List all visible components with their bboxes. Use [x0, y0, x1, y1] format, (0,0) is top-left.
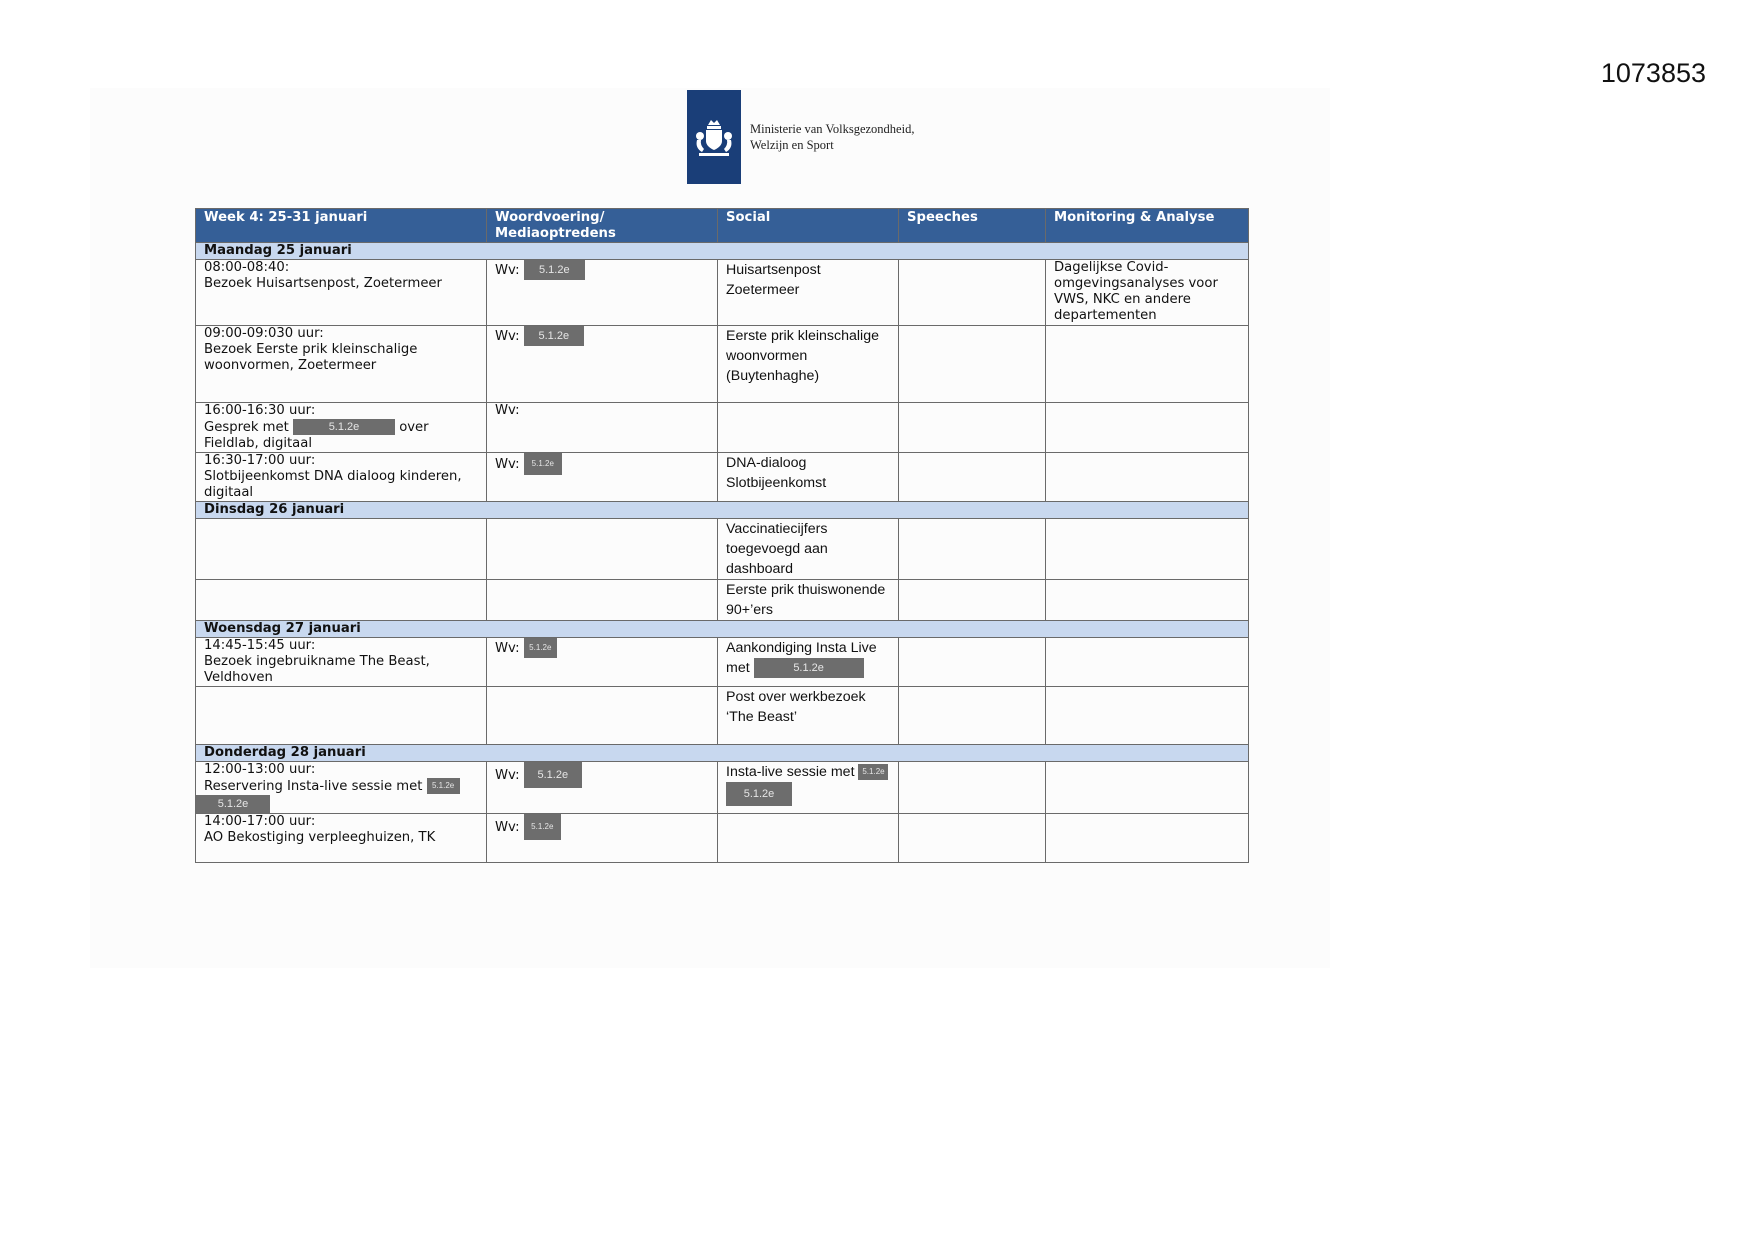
redaction-box: 5.1.2e [293, 419, 395, 435]
speeches-cell [899, 519, 1046, 580]
header-social: Social [718, 209, 899, 243]
social-text: Aankondiging Insta Live met [726, 640, 877, 676]
day-label: Dinsdag 26 januari [196, 502, 1249, 519]
table-row [196, 519, 1249, 580]
speeches-cell [899, 260, 1046, 326]
document-number: 1073853 [1600, 58, 1706, 88]
wv-label: Wv: [495, 457, 520, 472]
woordvoering-cell [487, 762, 718, 814]
description-middle: over [399, 420, 429, 435]
social-line [726, 762, 890, 782]
wv-label: Wv: [495, 768, 520, 783]
description-start: Gesprek met [204, 420, 289, 435]
social-cell: Eerste prik thuiswonende 90+’ers [718, 580, 899, 621]
wv-label: Wv: [495, 263, 520, 278]
redaction-box: 5.1.2e [196, 795, 270, 813]
speeches-cell [899, 762, 1046, 814]
redaction-box: 5.1.2e [427, 778, 460, 794]
table-header-row [196, 209, 1249, 243]
agenda-cell [196, 519, 487, 580]
description [204, 778, 478, 795]
speeches-cell [899, 814, 1046, 863]
wv-label: Wv: [495, 403, 520, 418]
wv-label: Wv: [495, 820, 520, 835]
agenda-cell [196, 580, 487, 621]
woordvoering-cell [487, 453, 718, 502]
description: Bezoek ingebruikname The Beast, Veldhoven [204, 654, 430, 685]
monitoring-cell [1046, 580, 1249, 621]
social-cell: Vaccinatiecijfers toegevoegd aan dashboard [718, 519, 899, 580]
time: 08:00-08:40: [204, 260, 290, 275]
agenda-cell [196, 687, 487, 745]
ministry-logo [687, 90, 914, 184]
table-row [196, 326, 1249, 403]
time: 12:00-13:00 uur: [204, 762, 316, 777]
speeches-cell [899, 687, 1046, 745]
coat-of-arms-icon [687, 90, 741, 184]
agenda-cell [196, 814, 487, 863]
redaction-box: 5.1.2e [726, 782, 792, 806]
monitoring-cell [1046, 638, 1249, 687]
ministry-name-line2: Welzijn en Sport [750, 138, 834, 152]
time: 16:00-16:30 uur: [204, 403, 316, 418]
wv-label: Wv: [495, 329, 520, 344]
monitoring-cell [1046, 687, 1249, 745]
woordvoering-cell [487, 580, 718, 621]
wv-label: Wv: [495, 641, 520, 656]
description-start: Reservering Insta-live sessie met [204, 779, 423, 794]
redaction-box: 5.1.2e [524, 814, 561, 840]
description: Bezoek Huisartsenpost, Zoetermeer [204, 276, 442, 291]
monitoring-cell [1046, 453, 1249, 502]
description: AO Bekostiging verpleeghuizen, TK [204, 830, 436, 845]
header-woordvoering: Woordvoering/ Mediaoptredens [487, 209, 718, 243]
table-row [196, 814, 1249, 863]
social-text: Insta-live sessie met [726, 764, 855, 780]
redaction-box: 5.1.2e [858, 764, 888, 780]
agenda-cell [196, 453, 487, 502]
description-end: Fieldlab, digitaal [204, 436, 313, 451]
social-cell [718, 762, 899, 814]
monitoring-cell [1046, 326, 1249, 403]
header-speeches: Speeches [899, 209, 1046, 243]
social-cell [718, 403, 899, 453]
description: Bezoek Eerste prik kleinschalige woonvormen, Zoetermeer [204, 342, 418, 373]
monitoring-cell: Dagelijkse Covid-omgevingsanalyses voor VWS, NKC en andere departementen [1046, 260, 1249, 326]
redaction-box: 5.1.2e [524, 260, 585, 280]
speeches-cell [899, 453, 1046, 502]
time: 16:30-17:00 uur: [204, 453, 316, 468]
woordvoering-cell [487, 519, 718, 580]
woordvoering-cell [487, 260, 718, 326]
speeches-cell [899, 403, 1046, 453]
agenda-cell [196, 638, 487, 687]
table-row [196, 260, 1249, 326]
woordvoering-cell [487, 326, 718, 403]
time: 09:00-09:030 uur: [204, 326, 324, 341]
day-row-thursday [196, 745, 1249, 762]
speeches-cell [899, 638, 1046, 687]
day-row-wednesday [196, 621, 1249, 638]
table-row [196, 453, 1249, 502]
day-label: Donderdag 28 januari [196, 745, 1249, 762]
agenda-cell [196, 403, 487, 453]
monitoring-cell [1046, 762, 1249, 814]
social-cell: DNA-dialoog Slotbijeenkomst [718, 453, 899, 502]
redaction-box: 5.1.2e [524, 762, 582, 788]
description [204, 419, 478, 436]
social-cell [718, 814, 899, 863]
day-label: Maandag 25 januari [196, 243, 1249, 260]
speeches-cell [899, 326, 1046, 403]
woordvoering-cell [487, 638, 718, 687]
social-cell: Post over werkbezoek ‘The Beast’ [718, 687, 899, 745]
day-row-tuesday [196, 502, 1249, 519]
time: 14:00-17:00 uur: [204, 814, 316, 829]
time: 14:45-15:45 uur: [204, 638, 316, 653]
weekly-schedule-table [195, 208, 1249, 863]
redaction-box: 5.1.2e [754, 658, 864, 678]
agenda-cell [196, 260, 487, 326]
woordvoering-cell [487, 687, 718, 745]
table-row [196, 762, 1249, 814]
agenda-cell [196, 762, 487, 814]
speeches-cell [899, 580, 1046, 621]
redaction-box: 5.1.2e [524, 638, 557, 658]
woordvoering-cell [487, 814, 718, 863]
description: Slotbijeenkomst DNA dialoog kinderen, digitaal [204, 469, 462, 500]
woordvoering-cell [487, 403, 718, 453]
social-cell: Huisartsenpost Zoetermeer [718, 260, 899, 326]
ministry-name [750, 121, 914, 153]
monitoring-cell [1046, 519, 1249, 580]
day-row-monday [196, 243, 1249, 260]
monitoring-cell [1046, 403, 1249, 453]
header-monitoring: Monitoring & Analyse [1046, 209, 1249, 243]
table-row [196, 403, 1249, 453]
agenda-cell [196, 326, 487, 403]
redaction-box: 5.1.2e [524, 453, 562, 475]
ministry-name-line1: Ministerie van Volksgezondheid, [750, 122, 915, 136]
social-cell [718, 638, 899, 687]
redaction-box: 5.1.2e [524, 326, 584, 346]
day-label: Woensdag 27 januari [196, 621, 1249, 638]
table-row [196, 638, 1249, 687]
social-cell: Eerste prik kleinschalige woonvormen (Buytenhaghe) [718, 326, 899, 403]
table-row [196, 580, 1249, 621]
header-week: Week 4: 25-31 januari [196, 209, 487, 243]
table-row [196, 687, 1249, 745]
monitoring-cell [1046, 814, 1249, 863]
